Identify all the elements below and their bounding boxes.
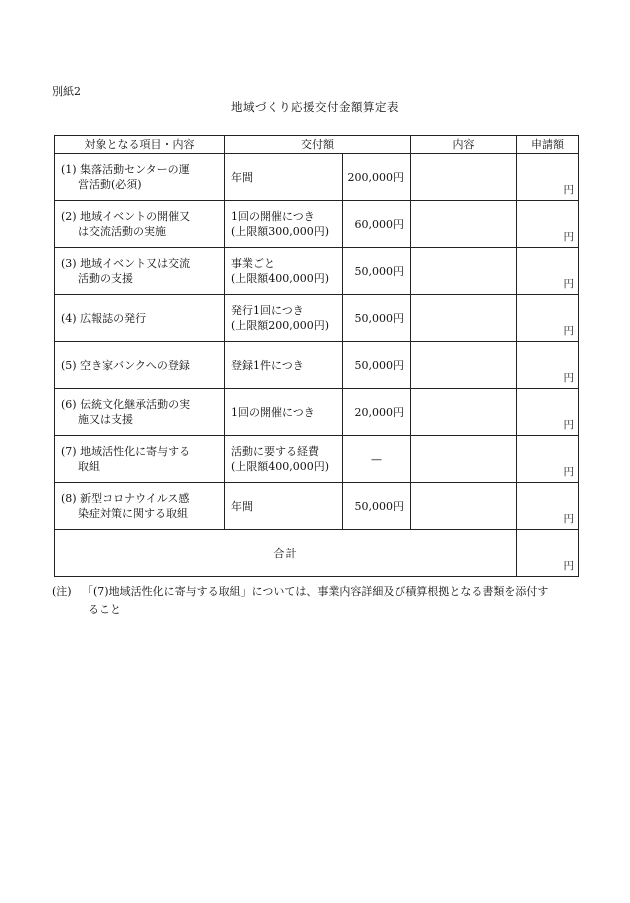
footnote-line2: ること xyxy=(88,603,121,616)
row-grant-desc-line1: 年間 xyxy=(231,170,253,184)
annex-label: 別紙2 xyxy=(52,85,81,98)
row-content-field[interactable] xyxy=(411,389,517,436)
footnote xyxy=(52,583,592,619)
header-content: 内容 xyxy=(411,136,517,154)
row-grant-desc xyxy=(225,154,343,201)
table-row xyxy=(55,154,579,201)
yen-unit: 円 xyxy=(563,466,574,478)
row-grant-desc xyxy=(225,342,343,389)
total-label: 合計 xyxy=(55,530,517,577)
row-grant-amount: 50,000円 xyxy=(343,295,411,342)
header-item: 対象となる項目・内容 xyxy=(55,136,225,154)
yen-unit: 円 xyxy=(563,419,574,431)
row-item xyxy=(55,295,225,342)
row-item xyxy=(55,389,225,436)
row-number: (4) xyxy=(61,311,77,325)
table-row xyxy=(55,436,579,483)
row-item-text-cont: 取組 xyxy=(78,460,100,473)
header-requested: 申請額 xyxy=(517,136,579,154)
row-grant-desc-line1: 事業ごと xyxy=(231,257,275,270)
row-item xyxy=(55,154,225,201)
row-item xyxy=(55,201,225,248)
row-grant-amount: 200,000円 xyxy=(343,154,411,201)
row-grant-desc-line1: 1回の開催につき xyxy=(231,210,315,223)
yen-unit: 円 xyxy=(563,372,574,384)
row-grant-amount: 50,000円 xyxy=(343,483,411,530)
row-number: (2) xyxy=(61,210,77,223)
row-item-text: 地域活性化に寄与する xyxy=(80,445,191,458)
row-item-text-cont: 施又は支援 xyxy=(78,413,133,426)
footnote-line1: 「(7)地域活性化に寄与する取組」については、事業内容詳細及び積算根拠となる書類を添付す xyxy=(82,585,549,598)
grant-calculation-table xyxy=(54,135,579,577)
total-requested-field[interactable] xyxy=(517,530,579,577)
table-row xyxy=(55,295,579,342)
row-grant-desc-line1: 1回の開催につき xyxy=(231,405,315,419)
row-content-field[interactable] xyxy=(411,483,517,530)
row-item-text: 空き家バンクへの登録 xyxy=(80,358,190,372)
row-requested-field[interactable] xyxy=(517,483,579,530)
yen-unit: 円 xyxy=(563,184,574,196)
row-requested-field[interactable] xyxy=(517,201,579,248)
row-number: (6) xyxy=(61,398,77,411)
row-item-text-cont: 活動の支援 xyxy=(78,272,133,285)
row-content-field[interactable] xyxy=(411,436,517,483)
row-item-text: 地域イベントの開催又 xyxy=(80,210,191,223)
row-grant-desc xyxy=(225,295,343,342)
row-grant-amount: 50,000円 xyxy=(343,342,411,389)
row-item xyxy=(55,436,225,483)
row-item xyxy=(55,342,225,389)
row-grant-desc-line1: 発行1回につき xyxy=(231,304,304,317)
row-content-field[interactable] xyxy=(411,154,517,201)
row-grant-desc-line2: (上限額300,000円) xyxy=(231,225,330,238)
row-number: (3) xyxy=(61,257,77,270)
row-number: (1) xyxy=(61,163,77,176)
row-grant-amount: 60,000円 xyxy=(343,201,411,248)
row-item xyxy=(55,483,225,530)
yen-unit: 円 xyxy=(563,231,574,243)
row-grant-desc-line1: 登録1件につき xyxy=(231,358,304,372)
row-number: (8) xyxy=(61,492,77,505)
row-grant-amount: 50,000円 xyxy=(343,248,411,295)
row-grant-amount: 20,000円 xyxy=(343,389,411,436)
row-requested-field[interactable] xyxy=(517,342,579,389)
row-grant-desc xyxy=(225,436,343,483)
row-grant-desc-line2: (上限額400,000円) xyxy=(231,460,330,473)
yen-unit: 円 xyxy=(563,325,574,337)
row-grant-desc xyxy=(225,248,343,295)
row-grant-desc-line2: (上限額200,000円) xyxy=(231,319,330,332)
row-grant-desc xyxy=(225,483,343,530)
row-content-field[interactable] xyxy=(411,295,517,342)
yen-unit: 円 xyxy=(563,278,574,290)
row-requested-field[interactable] xyxy=(517,154,579,201)
row-content-field[interactable] xyxy=(411,248,517,295)
row-item-text: 地域イベント又は交流 xyxy=(80,257,191,270)
row-grant-desc xyxy=(225,389,343,436)
row-grant-desc-line1: 年間 xyxy=(231,499,253,513)
table-row xyxy=(55,483,579,530)
row-grant-desc-line2: (上限額400,000円) xyxy=(231,272,330,285)
row-requested-field[interactable] xyxy=(517,295,579,342)
row-item xyxy=(55,248,225,295)
row-requested-field[interactable] xyxy=(517,389,579,436)
row-grant-desc xyxy=(225,201,343,248)
row-grant-desc-line1: 活動に要する経費 xyxy=(231,445,319,458)
row-item-text: 集落活動センターの運 xyxy=(80,163,190,176)
row-item-text: 広報誌の発行 xyxy=(80,311,147,325)
yen-unit: 円 xyxy=(563,560,574,572)
row-item-text: 新型コロナウイルス感 xyxy=(80,492,190,505)
header-grant: 交付額 xyxy=(225,136,411,154)
total-row xyxy=(55,530,579,577)
row-requested-field[interactable] xyxy=(517,436,579,483)
row-content-field[interactable] xyxy=(411,342,517,389)
row-item-text-cont: 染症対策に関する取組 xyxy=(78,507,188,520)
footnote-prefix: (注) xyxy=(52,585,72,598)
row-requested-field[interactable] xyxy=(517,248,579,295)
table-row xyxy=(55,248,579,295)
row-grant-amount: — xyxy=(343,436,411,483)
row-item-text-cont: は交流活動の実施 xyxy=(78,225,166,238)
row-item-text-cont: 営活動(必須) xyxy=(78,178,142,191)
table-row xyxy=(55,389,579,436)
table-row xyxy=(55,201,579,248)
document-title: 地域づくり応援交付金額算定表 xyxy=(231,100,399,114)
table-header-row xyxy=(55,136,579,154)
row-item-text: 伝統文化継承活動の実 xyxy=(80,398,191,411)
row-number: (5) xyxy=(61,358,77,372)
yen-unit: 円 xyxy=(563,513,574,525)
table-row xyxy=(55,342,579,389)
row-content-field[interactable] xyxy=(411,201,517,248)
row-number: (7) xyxy=(61,445,77,458)
